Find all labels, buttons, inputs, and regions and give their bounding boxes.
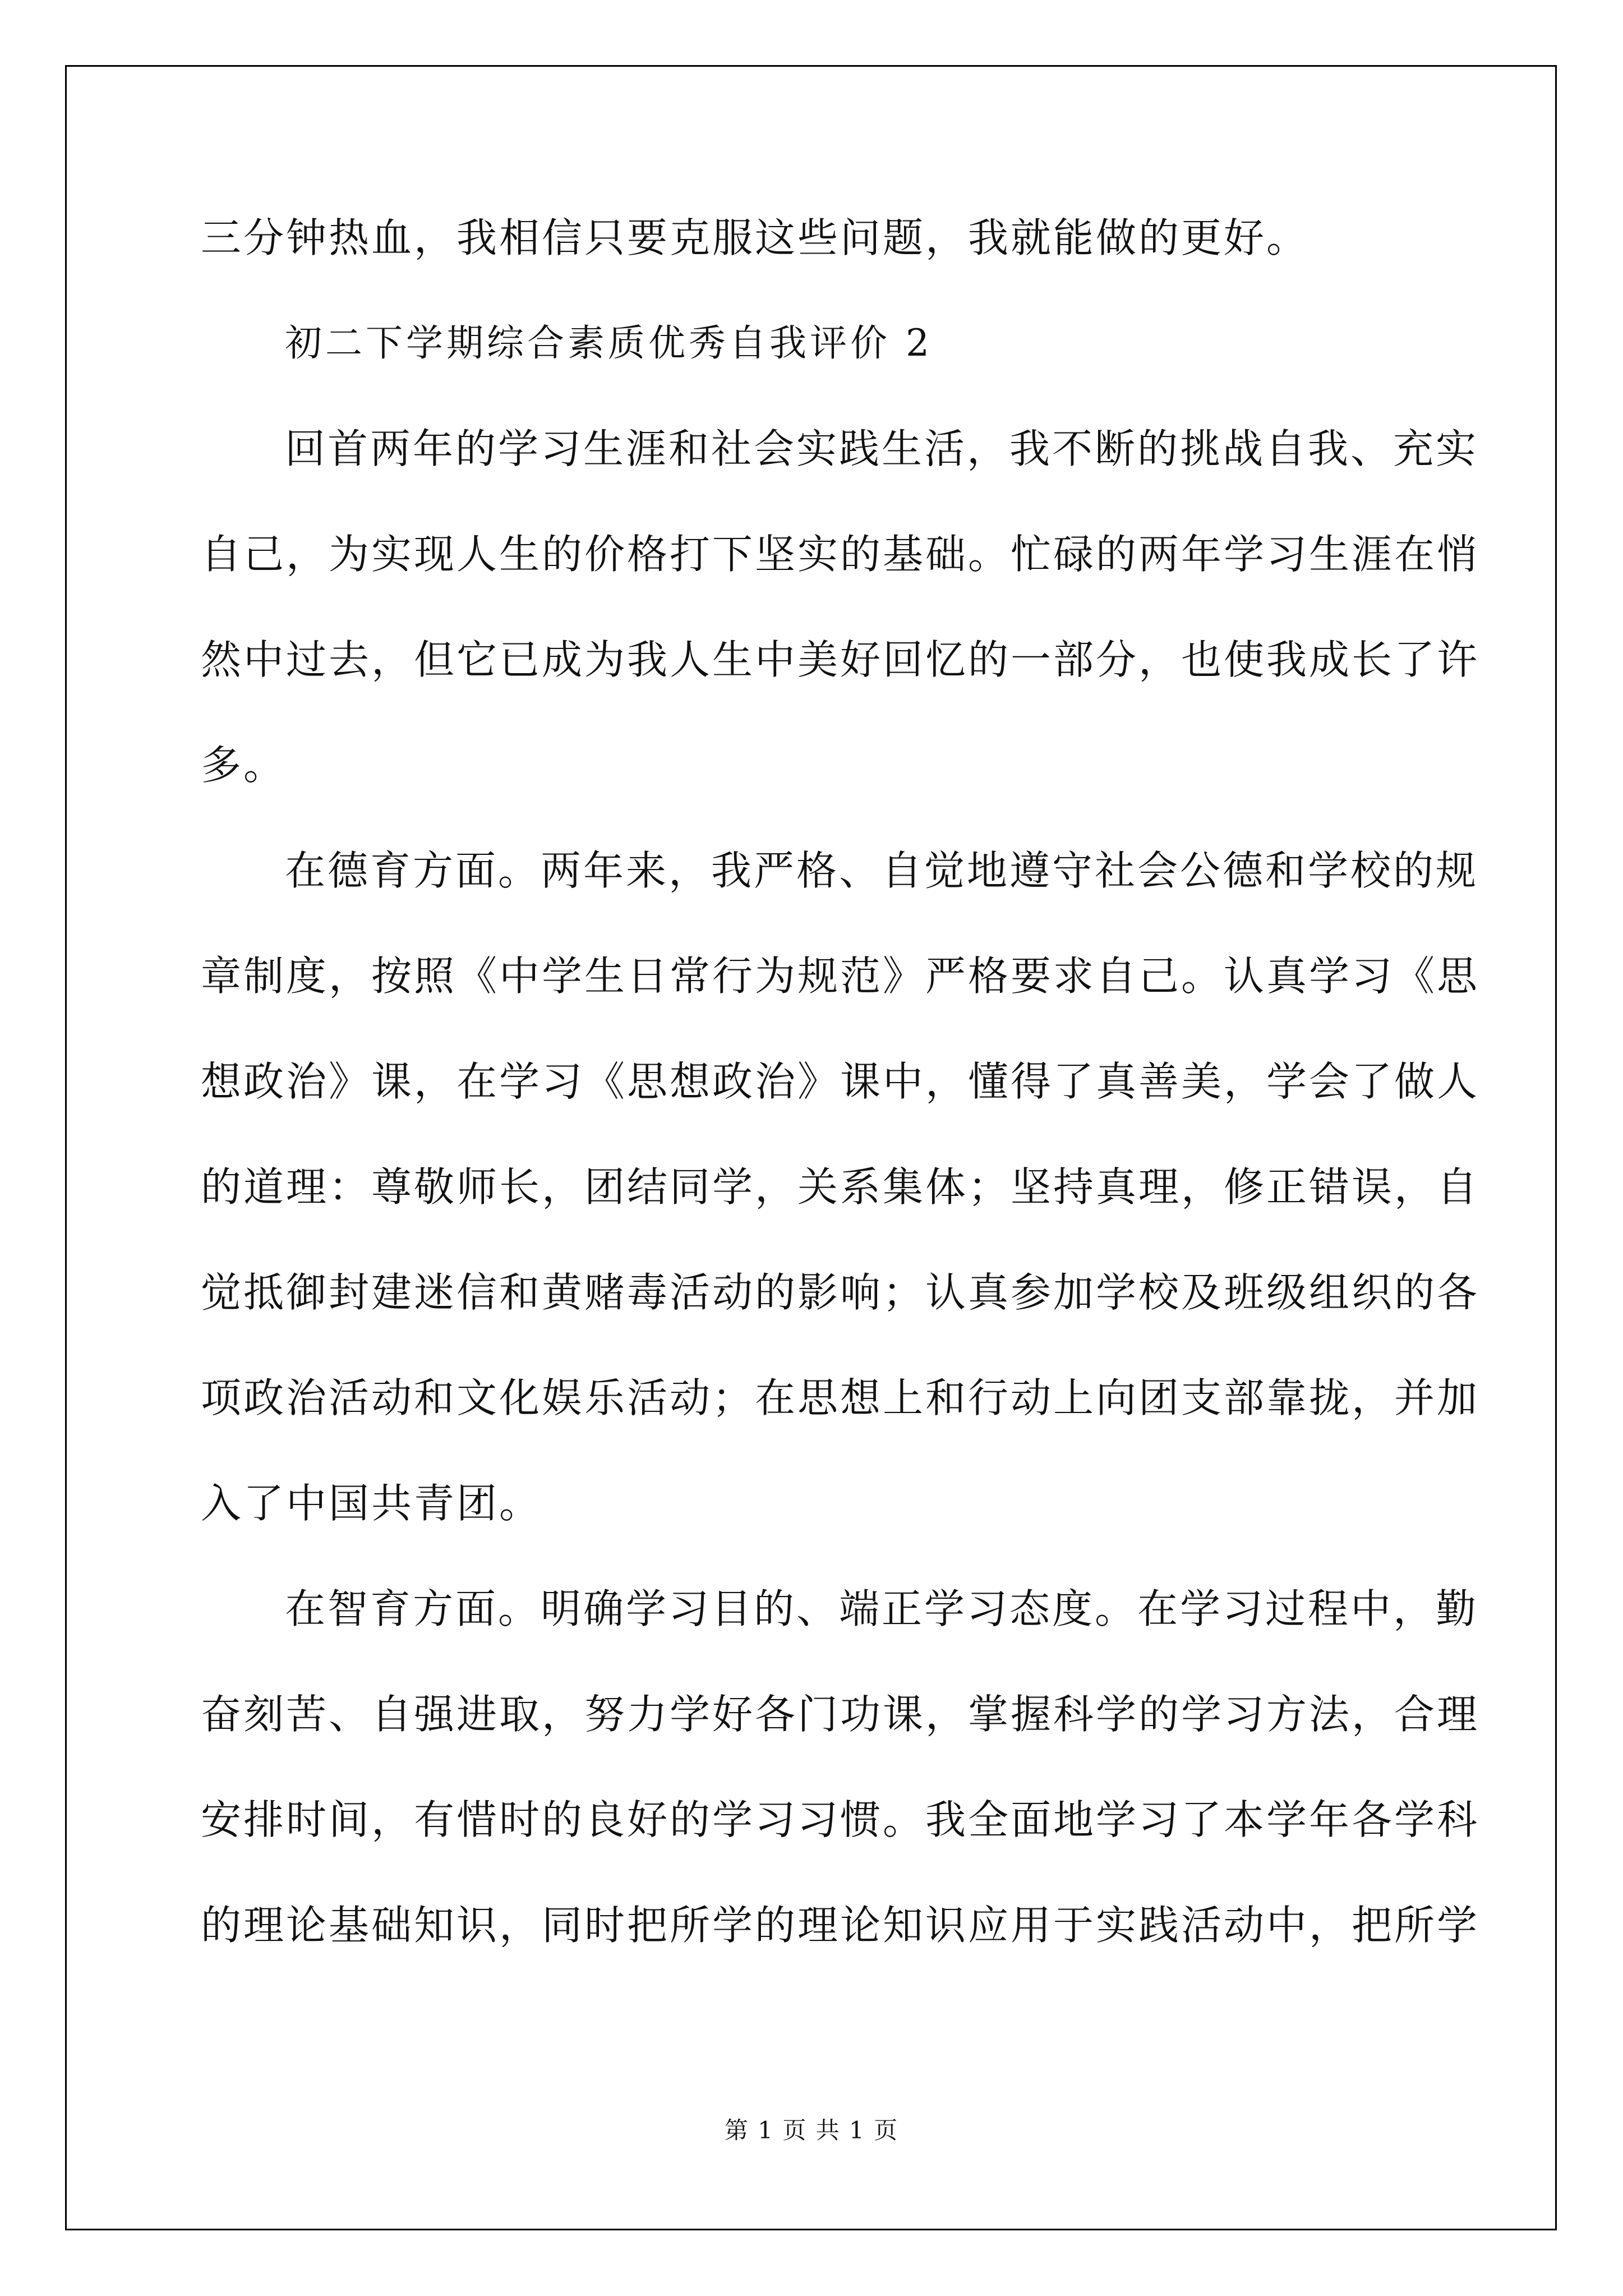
- text-line: 的道理：尊敬师长，团结同学，关系集体；坚持真理，修正错误，自: [201, 1163, 1480, 1211]
- text-line: 章制度，按照《中学生日常行为规范》严格要求自己。认真学习《思: [201, 953, 1480, 1000]
- text-line: 入了中国共青团。: [201, 1480, 542, 1527]
- text-line: 在德育方面。两年来，我严格、自觉地遵守社会公德和学校的规: [285, 847, 1479, 894]
- text-line: 奋刻苦、自强进取，努力学好各门功课，掌握科学的学习方法，合理: [201, 1691, 1480, 1738]
- text-line: 三分钟热血，我相信只要克服这些问题，我就能做的更好。: [201, 214, 1310, 261]
- section-heading: 初二下学期综合素质优秀自我评价 2: [285, 321, 933, 365]
- text-line: 回首两年的学习生涯和社会实践生活，我不断的挑战自我、充实: [285, 425, 1479, 472]
- page-footer: 第 1 页 共 1 页: [724, 2116, 899, 2144]
- text-line: 在智育方面。明确学习目的、端正学习态度。在学习过程中，勤: [285, 1585, 1479, 1632]
- text-line: 然中过去，但它已成为我人生中美好回忆的一部分，也使我成长了许: [201, 636, 1480, 683]
- text-line: 项政治活动和文化娱乐活动；在思想上和行动上向团支部靠拢，并加: [201, 1374, 1480, 1421]
- text-line: 安排时间，有惜时的良好的学习习惯。我全面地学习了本学年各学科: [201, 1796, 1480, 1843]
- text-line: 多。: [201, 742, 287, 789]
- text-line: 自己，为实现人生的价格打下坚实的基础。忙碌的两年学习生涯在悄: [201, 531, 1480, 578]
- text-line: 的理论基础知识，同时把所学的理论知识应用于实践活动中，把所学: [201, 1902, 1480, 1949]
- text-line: 觉抵御封建迷信和黄赌毒活动的影响；认真参加学校及班级组织的各: [201, 1269, 1480, 1316]
- text-line: 想政治》课，在学习《思想政治》课中，懂得了真善美，学会了做人: [201, 1058, 1480, 1105]
